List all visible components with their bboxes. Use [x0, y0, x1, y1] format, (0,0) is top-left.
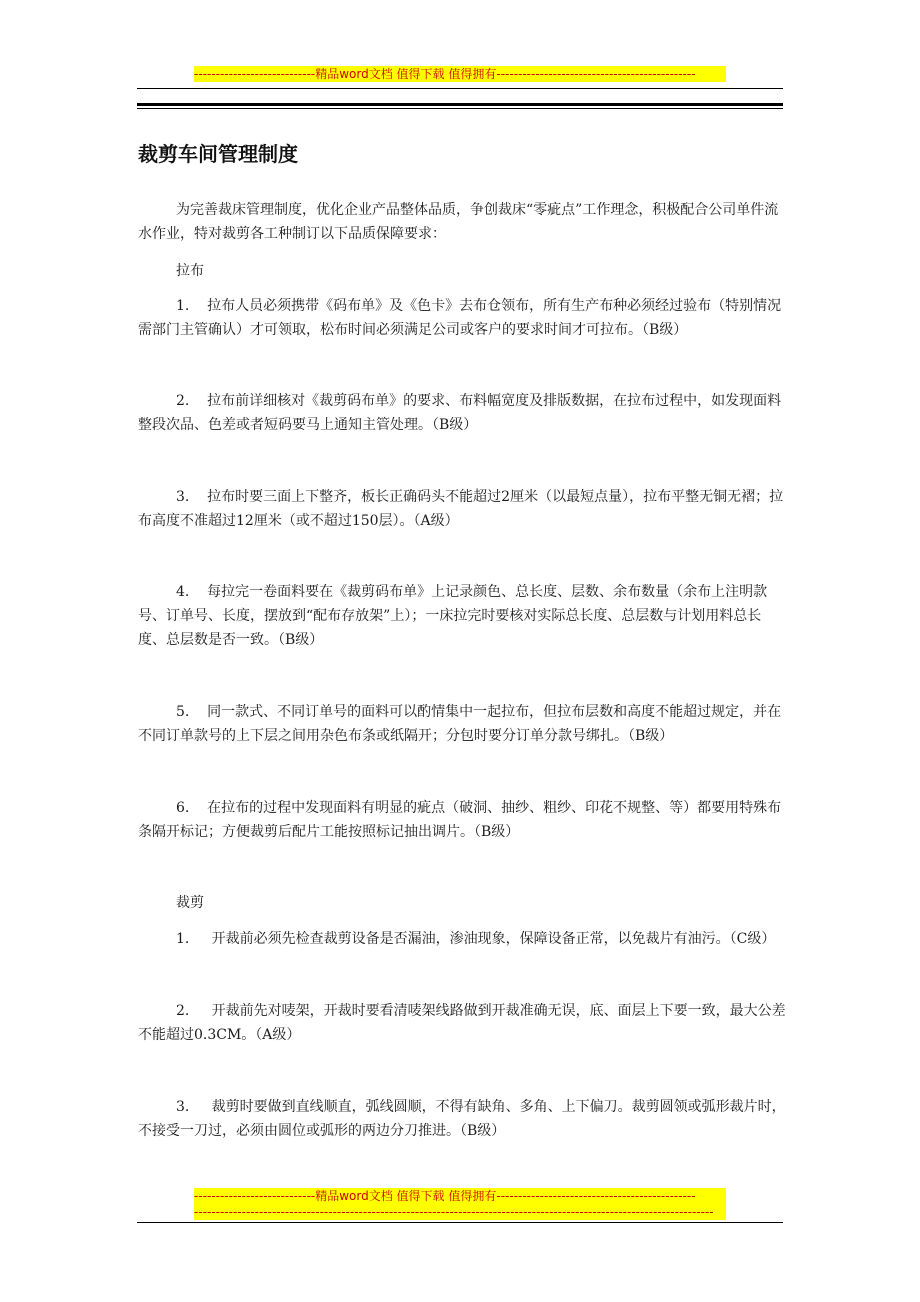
- page-title: 裁剪车间管理制度: [138, 142, 298, 166]
- footer-rule: [137, 1222, 783, 1223]
- header-banner: [194, 66, 726, 82]
- spreading-item-4: 4. 每拉完一卷面料要在《裁剪码布单》上记录颜色、总长度、层数、余布数量（余布上注明款号、订单号、长度，摆放到“配布存放架”上）；一床拉完时要核对实际总长度、总层数与计划用料总长度、总层数是否一致。（B级）: [138, 584, 768, 648]
- section-heading-spreading: 拉布: [176, 263, 204, 279]
- header-rule-thin-lower: [137, 108, 783, 109]
- header-rule-thin: [137, 88, 783, 89]
- cutting-item-3: 3. 裁剪时要做到直线顺直，弧线圆顺，不得有缺角、多角、上下偏刀。裁剪圆领或弧形裁片时，不接受一刀过，必须由圆位或弧形的两边分刀推进。（B级）: [138, 1099, 786, 1139]
- spreading-item-5: 5. 同一款式、不同订单号的面料可以酌情集中一起拉布，但拉布层数和高度不能超过规定，并在不同订单款号的上下层之间用杂色布条或纸隔开；分包时要分订单分款号绑扎。（B级）: [138, 704, 782, 744]
- cutting-item-2: 2. 开裁前先对唛架，开裁时要看清唛架线路做到开裁准确无误，底、面层上下要一致，最大公差不能超过0.3CM。（A级）: [138, 1003, 786, 1043]
- section-heading-cutting: 裁剪: [176, 895, 204, 911]
- intro-paragraph: 为完善裁床管理制度，优化企业产品整体品质，争创裁床“零疵点”工作理念，积极配合公司单件流水作业，特对裁剪各工种制订以下品质保障要求：: [138, 202, 779, 242]
- header-rule-thick: [137, 103, 783, 106]
- footer-banner-text: ----------------------------精品word文档 值得下载 值得拥有----------------------------------------------: [194, 1189, 696, 1203]
- footer-banner: [194, 1188, 726, 1220]
- cutting-item-1: 1. 开裁前必须先检查裁剪设备是否漏油，渗油现象，保障设备正常，以免裁片有油污。（C级）: [176, 931, 776, 947]
- spreading-item-1: 1. 拉布人员必须携带《码布单》及《色卡》去布仓领布，所有生产布种必须经过验布（特别情况需部门主管确认）才可领取，松布时间必须满足公司或客户的要求时间才可拉布。（B级）: [138, 298, 782, 338]
- footer-banner-dashes: ------------------------------------------------------------------------------------------------------------------------: [194, 1205, 714, 1219]
- header-banner-text: ----------------------------精品word文档 值得下载 值得拥有----------------------------------------------: [194, 67, 696, 81]
- spreading-item-3: 3. 拉布时要三面上下整齐，板长正确码头不能超过2厘米（以最短点量），拉布平整无铜无褶；拉布高度不准超过12厘米（或不超过150层）。（A级）: [138, 489, 784, 529]
- spreading-item-6: 6. 在拉布的过程中发现面料有明显的疵点（破洞、抽纱、粗纱、印花不规整、等）都要用特殊布条隔开标记；方便裁剪后配片工能按照标记抽出调片。（B级）: [138, 800, 782, 840]
- spreading-item-2: 2. 拉布前详细核对《裁剪码布单》的要求、布料幅宽度及排版数据，在拉布过程中，如发现面料整段次品、色差或者短码要马上通知主管处理。（B级）: [138, 393, 782, 433]
